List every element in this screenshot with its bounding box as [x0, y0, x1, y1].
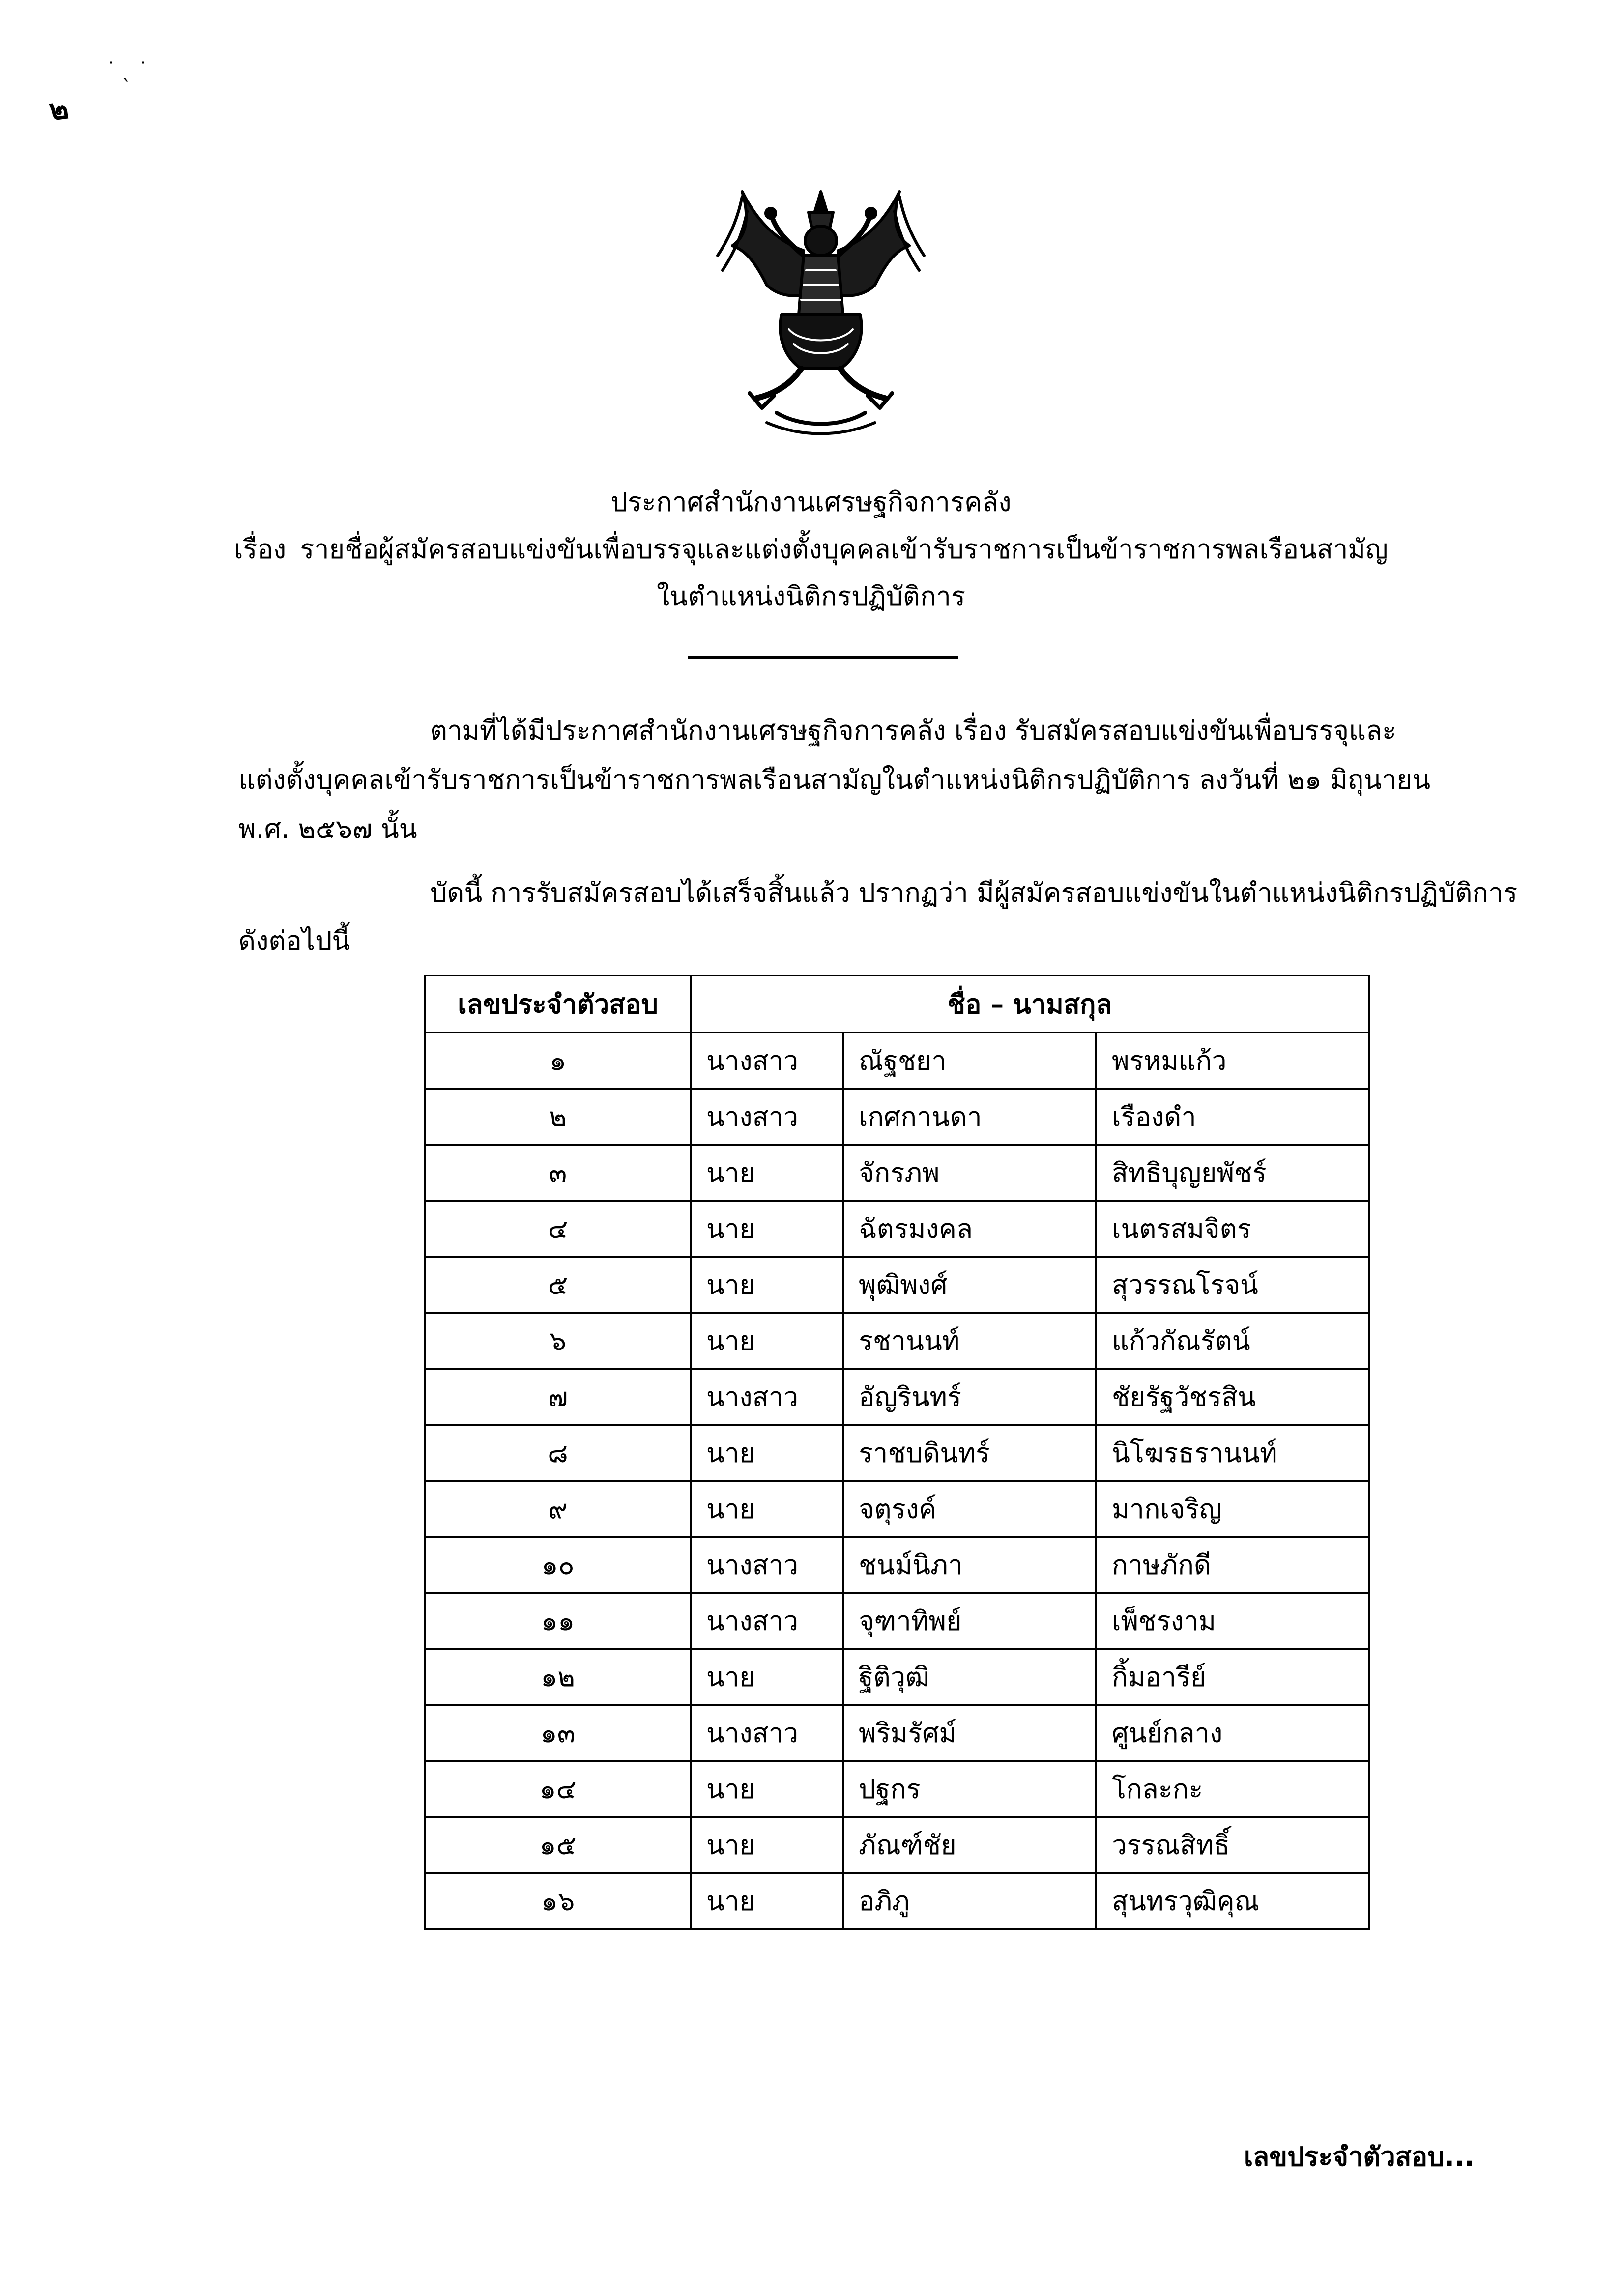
- header-exam-id: เลขประจำตัวสอบ: [425, 976, 691, 1033]
- cell-exam-id: ๑๒: [425, 1649, 691, 1705]
- table-row: [425, 1201, 1369, 1257]
- cell-first-name: ชนม์นิภา: [843, 1537, 1096, 1593]
- cell-last-name: มากเจริญ: [1096, 1481, 1369, 1537]
- cell-first-name: พริมรัศม์: [843, 1705, 1096, 1761]
- cell-first-name: ราชบดินทร์: [843, 1425, 1096, 1481]
- cell-first-name: ฉัตรมงคล: [843, 1201, 1096, 1257]
- table-row: [425, 1481, 1369, 1537]
- candidate-table: [424, 975, 1370, 1930]
- cell-exam-id: ๑๑: [425, 1593, 691, 1649]
- cell-exam-id: ๑๓: [425, 1705, 691, 1761]
- cell-name-title: นาย: [691, 1649, 843, 1705]
- cell-exam-id: ๘: [425, 1425, 691, 1481]
- cell-last-name: วรรณสิทธิ์: [1096, 1817, 1369, 1873]
- cell-name-title: นาย: [691, 1425, 843, 1481]
- cell-name-title: นาย: [691, 1145, 843, 1201]
- paragraph-1-line-2: แต่งตั้งบุคคลเข้ารับราชการเป็นข้าราชการพลเรือนสามัญในตำแหน่งนิติกรปฏิบัติการ ลงวันที่ ๒๑ มิถุนายน: [238, 764, 1431, 795]
- cell-first-name: อัญรินทร์: [843, 1369, 1096, 1425]
- subject-label: เรื่อง: [233, 534, 287, 565]
- cell-exam-id: ๕: [425, 1257, 691, 1313]
- cell-name-title: นาย: [691, 1761, 843, 1817]
- cell-name-title: นาย: [691, 1817, 843, 1873]
- cell-last-name: โกละกะ: [1096, 1761, 1369, 1817]
- cell-name-title: นางสาว: [691, 1537, 843, 1593]
- cell-name-title: นางสาว: [691, 1089, 843, 1145]
- cell-name-title: นางสาว: [691, 1369, 843, 1425]
- table-row: [425, 1257, 1369, 1313]
- scan-specks: ˙ ˎ ˙: [106, 59, 148, 82]
- table-row: [425, 1873, 1369, 1929]
- table-row: [425, 1369, 1369, 1425]
- table-row: [425, 1089, 1369, 1145]
- cell-name-title: นางสาว: [691, 1593, 843, 1649]
- cell-first-name: เกศกานดา: [843, 1089, 1096, 1145]
- table-row: [425, 1145, 1369, 1201]
- cell-last-name: นิโฆรธรานนท์: [1096, 1425, 1369, 1481]
- cell-exam-id: ๑๐: [425, 1537, 691, 1593]
- cell-last-name: สิทธิบุญยพัชร์: [1096, 1145, 1369, 1201]
- cell-exam-id: ๖: [425, 1313, 691, 1369]
- table-body: [425, 1033, 1369, 1929]
- cell-last-name: กิ้มอารีย์: [1096, 1649, 1369, 1705]
- table-row: [425, 1033, 1369, 1089]
- cell-first-name: พุฒิพงศ์: [843, 1257, 1096, 1313]
- cell-exam-id: ๑๔: [425, 1761, 691, 1817]
- continued-marker: เลขประจำตัวสอบ...: [1244, 2141, 1475, 2172]
- cell-name-title: นางสาว: [691, 1705, 843, 1761]
- cell-name-title: นาย: [691, 1313, 843, 1369]
- cell-exam-id: ๒: [425, 1089, 691, 1145]
- table-row: [425, 1649, 1369, 1705]
- cell-name-title: นาย: [691, 1481, 843, 1537]
- garuda-emblem-icon: [703, 182, 939, 437]
- cell-first-name: จตุรงค์: [843, 1481, 1096, 1537]
- table-row: [425, 1313, 1369, 1369]
- cell-name-title: นางสาว: [691, 1033, 843, 1089]
- cell-last-name: แก้วกัณรัตน์: [1096, 1313, 1369, 1369]
- table-row: [425, 1761, 1369, 1817]
- cell-exam-id: ๑: [425, 1033, 691, 1089]
- cell-last-name: เรืองดำ: [1096, 1089, 1369, 1145]
- cell-first-name: อภิภู: [843, 1873, 1096, 1929]
- cell-exam-id: ๑๖: [425, 1873, 691, 1929]
- table-row: [425, 1593, 1369, 1649]
- title-divider: [688, 656, 958, 659]
- table-row: [425, 1425, 1369, 1481]
- cell-exam-id: ๑๕: [425, 1817, 691, 1873]
- cell-last-name: เพ็ชรงาม: [1096, 1593, 1369, 1649]
- subject-line-2: ในตำแหน่งนิติกรปฏิบัติการ: [657, 581, 965, 612]
- announcement-title: ประกาศสำนักงานเศรษฐกิจการคลัง: [610, 487, 1012, 517]
- cell-exam-id: ๙: [425, 1481, 691, 1537]
- header-full-name: ชื่อ – นามสกุล: [691, 976, 1369, 1033]
- cell-name-title: นาย: [691, 1201, 843, 1257]
- cell-last-name: สุนทรวุฒิคุณ: [1096, 1873, 1369, 1929]
- cell-last-name: เนตรสมจิตร: [1096, 1201, 1369, 1257]
- table-header-row: [425, 976, 1369, 1033]
- table-row: [425, 1705, 1369, 1761]
- paragraph-2-line-2: ดังต่อไปนี้: [238, 925, 350, 956]
- cell-last-name: ศูนย์กลาง: [1096, 1705, 1369, 1761]
- cell-first-name: ปฐกร: [843, 1761, 1096, 1817]
- cell-exam-id: ๓: [425, 1145, 691, 1201]
- cell-exam-id: ๔: [425, 1201, 691, 1257]
- cell-first-name: ฐิติวุฒิ: [843, 1649, 1096, 1705]
- announcement-subject: [0, 526, 1622, 573]
- paragraph-1-line-1: ตามที่ได้มีประกาศสำนักงานเศรษฐกิจการคลัง เรื่อง รับสมัครสอบแข่งขันเพื่อบรรจุและ: [430, 715, 1396, 746]
- cell-name-title: นาย: [691, 1873, 843, 1929]
- cell-first-name: ภัณฑ์ชัย: [843, 1817, 1096, 1873]
- cell-last-name: ชัยรัฐวัชรสิน: [1096, 1369, 1369, 1425]
- cell-last-name: พรหมแก้ว: [1096, 1033, 1369, 1089]
- cell-first-name: ณัฐชยา: [843, 1033, 1096, 1089]
- page-number-mark: ๒: [47, 91, 71, 128]
- paragraph-1-line-3: พ.ศ. ๒๕๖๗ นั้น: [238, 813, 417, 844]
- cell-first-name: จักรภพ: [843, 1145, 1096, 1201]
- table-row: [425, 1537, 1369, 1593]
- cell-name-title: นาย: [691, 1257, 843, 1313]
- cell-exam-id: ๗: [425, 1369, 691, 1425]
- cell-first-name: จุฑาทิพย์: [843, 1593, 1096, 1649]
- subject-line-1: รายชื่อผู้สมัครสอบแข่งขันเพื่อบรรจุและแต่งตั้งบุคคลเข้ารับราชการเป็นข้าราชการพลเรือนสามัญ: [300, 534, 1389, 565]
- cell-first-name: รชานนท์: [843, 1313, 1096, 1369]
- table-row: [425, 1817, 1369, 1873]
- cell-last-name: สุวรรณโรจน์: [1096, 1257, 1369, 1313]
- paragraph-2-line-1: บัดนี้ การรับสมัครสอบได้เสร็จสิ้นแล้ว ปรากฏว่า มีผู้สมัครสอบแข่งขันในตำแหน่งนิติกรปฏิบัติการ: [430, 877, 1518, 908]
- cell-last-name: กาษภักดี: [1096, 1537, 1369, 1593]
